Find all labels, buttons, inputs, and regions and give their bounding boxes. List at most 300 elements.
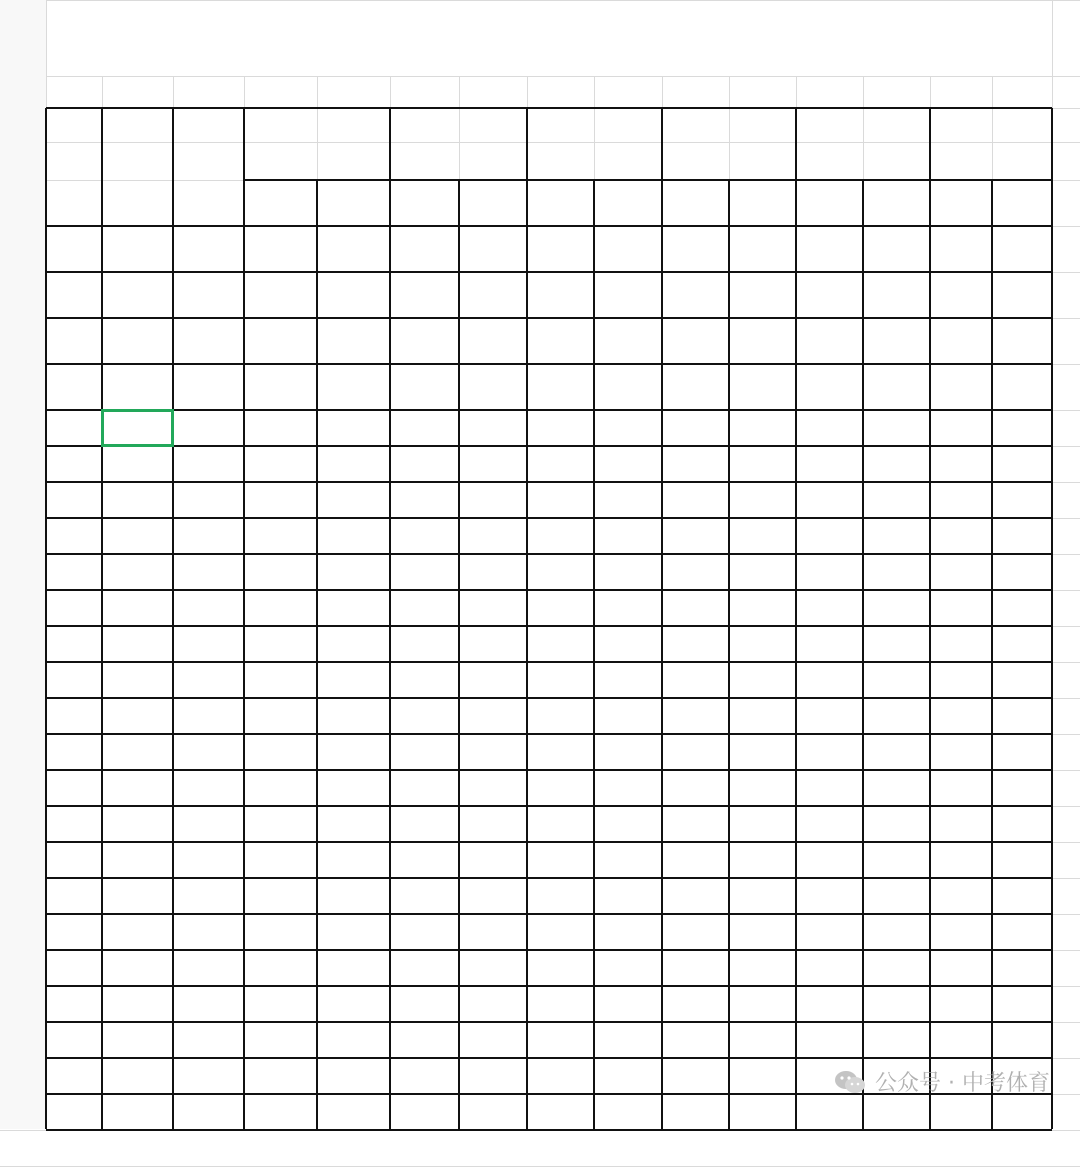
data-cell[interactable]	[46, 950, 102, 986]
data-cell[interactable]	[729, 364, 796, 410]
data-cell[interactable]	[459, 806, 527, 842]
data-cell[interactable]	[390, 364, 459, 410]
data-cell[interactable]	[796, 698, 863, 734]
data-cell[interactable]	[459, 698, 527, 734]
data-cell[interactable]	[46, 554, 102, 590]
data-cell[interactable]	[390, 1058, 459, 1094]
data-cell[interactable]	[863, 518, 930, 554]
data-cell[interactable]	[459, 914, 527, 950]
data-cell[interactable]	[244, 318, 317, 364]
data-cell[interactable]	[729, 1022, 796, 1058]
data-cell[interactable]	[46, 698, 102, 734]
data-cell[interactable]	[317, 986, 390, 1022]
data-cell[interactable]	[527, 364, 594, 410]
data-cell[interactable]	[992, 770, 1052, 806]
data-cell[interactable]	[173, 986, 244, 1022]
data-cell[interactable]	[173, 364, 244, 410]
data-cell[interactable]	[244, 626, 317, 662]
data-cell[interactable]	[863, 554, 930, 590]
data-cell[interactable]	[46, 364, 102, 410]
data-cell[interactable]	[796, 842, 863, 878]
data-cell[interactable]	[992, 554, 1052, 590]
data-cell[interactable]	[662, 878, 729, 914]
data-cell[interactable]	[662, 950, 729, 986]
data-cell[interactable]	[317, 842, 390, 878]
data-cell[interactable]	[930, 446, 992, 482]
data-cell[interactable]	[992, 662, 1052, 698]
data-cell[interactable]	[102, 806, 173, 842]
data-cell[interactable]	[527, 272, 594, 318]
data-cell[interactable]	[527, 770, 594, 806]
data-cell[interactable]	[662, 554, 729, 590]
data-cell[interactable]	[992, 482, 1052, 518]
data-cell[interactable]	[244, 806, 317, 842]
row-number[interactable]	[0, 76, 46, 108]
data-cell[interactable]	[796, 272, 863, 318]
data-cell[interactable]	[930, 318, 992, 364]
data-cell[interactable]	[527, 878, 594, 914]
data-cell[interactable]	[863, 914, 930, 950]
data-cell[interactable]	[173, 410, 244, 446]
data-cell[interactable]	[390, 986, 459, 1022]
data-cell[interactable]	[992, 626, 1052, 662]
data-cell[interactable]	[173, 1022, 244, 1058]
data-cell[interactable]	[102, 842, 173, 878]
data-cell[interactable]	[729, 770, 796, 806]
data-cell[interactable]	[102, 662, 173, 698]
data-cell[interactable]	[527, 446, 594, 482]
data-cell[interactable]	[662, 662, 729, 698]
row-number[interactable]	[0, 554, 46, 590]
data-cell[interactable]	[796, 734, 863, 770]
data-cell[interactable]	[992, 1094, 1052, 1130]
data-cell[interactable]	[244, 1058, 317, 1094]
data-cell[interactable]	[390, 770, 459, 806]
data-cell[interactable]	[244, 950, 317, 986]
data-cell[interactable]	[459, 364, 527, 410]
data-cell[interactable]	[459, 878, 527, 914]
data-cell[interactable]	[662, 698, 729, 734]
data-cell[interactable]	[863, 318, 930, 364]
data-cell[interactable]	[729, 518, 796, 554]
data-cell[interactable]	[863, 226, 930, 272]
data-cell[interactable]	[527, 482, 594, 518]
data-cell[interactable]	[390, 590, 459, 626]
data-cell[interactable]	[244, 734, 317, 770]
data-cell[interactable]	[863, 1094, 930, 1130]
data-cell[interactable]	[173, 272, 244, 318]
row-number[interactable]	[0, 986, 46, 1022]
data-cell[interactable]	[459, 986, 527, 1022]
data-cell[interactable]	[173, 770, 244, 806]
data-cell[interactable]	[173, 318, 244, 364]
data-cell[interactable]	[46, 806, 102, 842]
data-cell[interactable]	[173, 226, 244, 272]
data-cell[interactable]	[46, 878, 102, 914]
data-cell[interactable]	[662, 446, 729, 482]
data-cell[interactable]	[594, 518, 662, 554]
data-cell[interactable]	[729, 482, 796, 518]
row-number[interactable]	[0, 914, 46, 950]
data-cell[interactable]	[459, 318, 527, 364]
data-cell[interactable]	[796, 318, 863, 364]
data-cell[interactable]	[863, 482, 930, 518]
data-cell[interactable]	[594, 410, 662, 446]
data-cell[interactable]	[173, 806, 244, 842]
data-cell[interactable]	[796, 662, 863, 698]
data-cell[interactable]	[459, 226, 527, 272]
data-cell[interactable]	[992, 590, 1052, 626]
row-number[interactable]	[0, 318, 46, 364]
data-cell[interactable]	[527, 1094, 594, 1130]
data-cell[interactable]	[102, 1058, 173, 1094]
data-cell[interactable]	[173, 554, 244, 590]
data-cell[interactable]	[102, 364, 173, 410]
data-cell[interactable]	[459, 590, 527, 626]
data-cell[interactable]	[992, 842, 1052, 878]
data-cell[interactable]	[390, 878, 459, 914]
data-cell[interactable]	[102, 950, 173, 986]
data-cell[interactable]	[729, 914, 796, 950]
data-cell[interactable]	[594, 626, 662, 662]
data-cell[interactable]	[390, 410, 459, 446]
data-cell[interactable]	[527, 226, 594, 272]
data-cell[interactable]	[244, 272, 317, 318]
data-cell[interactable]	[102, 626, 173, 662]
data-cell[interactable]	[173, 842, 244, 878]
data-cell[interactable]	[244, 770, 317, 806]
data-cell[interactable]	[173, 590, 244, 626]
data-cell[interactable]	[992, 914, 1052, 950]
data-cell[interactable]	[46, 626, 102, 662]
data-cell[interactable]	[662, 1022, 729, 1058]
data-cell[interactable]	[46, 318, 102, 364]
data-cell[interactable]	[594, 446, 662, 482]
data-cell[interactable]	[46, 1022, 102, 1058]
data-cell[interactable]	[102, 1094, 173, 1130]
data-cell[interactable]	[46, 914, 102, 950]
data-cell[interactable]	[317, 626, 390, 662]
data-cell[interactable]	[796, 410, 863, 446]
data-cell[interactable]	[729, 318, 796, 364]
data-cell[interactable]	[527, 410, 594, 446]
data-cell[interactable]	[729, 662, 796, 698]
data-cell[interactable]	[594, 1058, 662, 1094]
data-cell[interactable]	[317, 1094, 390, 1130]
data-cell[interactable]	[317, 914, 390, 950]
data-cell[interactable]	[102, 272, 173, 318]
data-cell[interactable]	[863, 734, 930, 770]
data-cell[interactable]	[930, 770, 992, 806]
data-cell[interactable]	[244, 554, 317, 590]
data-cell[interactable]	[173, 698, 244, 734]
row-number[interactable]	[0, 698, 46, 734]
row-number[interactable]	[0, 272, 46, 318]
data-cell[interactable]	[863, 1022, 930, 1058]
data-cell[interactable]	[390, 446, 459, 482]
data-cell[interactable]	[244, 410, 317, 446]
data-cell[interactable]	[244, 364, 317, 410]
data-cell[interactable]	[390, 1022, 459, 1058]
data-cell[interactable]	[662, 626, 729, 662]
data-cell[interactable]	[930, 364, 992, 410]
row-number[interactable]	[0, 0, 46, 76]
data-cell[interactable]	[992, 410, 1052, 446]
data-cell[interactable]	[594, 986, 662, 1022]
data-cell[interactable]	[594, 364, 662, 410]
data-cell[interactable]	[527, 698, 594, 734]
data-cell[interactable]	[390, 554, 459, 590]
data-cell[interactable]	[594, 770, 662, 806]
data-cell[interactable]	[729, 590, 796, 626]
data-cell[interactable]	[46, 662, 102, 698]
data-cell[interactable]	[390, 1094, 459, 1130]
data-cell[interactable]	[863, 410, 930, 446]
data-cell[interactable]	[46, 842, 102, 878]
data-cell[interactable]	[796, 226, 863, 272]
data-cell[interactable]	[796, 626, 863, 662]
data-cell[interactable]	[527, 986, 594, 1022]
data-cell[interactable]	[317, 734, 390, 770]
data-cell[interactable]	[102, 446, 173, 482]
data-cell[interactable]	[173, 446, 244, 482]
data-cell[interactable]	[102, 410, 173, 446]
data-cell[interactable]	[390, 806, 459, 842]
data-cell[interactable]	[863, 806, 930, 842]
data-cell[interactable]	[594, 734, 662, 770]
data-cell[interactable]	[317, 364, 390, 410]
data-cell[interactable]	[992, 272, 1052, 318]
data-cell[interactable]	[173, 626, 244, 662]
data-cell[interactable]	[729, 410, 796, 446]
data-cell[interactable]	[527, 1058, 594, 1094]
data-cell[interactable]	[930, 1094, 992, 1130]
data-cell[interactable]	[390, 482, 459, 518]
data-cell[interactable]	[390, 734, 459, 770]
data-cell[interactable]	[594, 226, 662, 272]
data-cell[interactable]	[729, 734, 796, 770]
data-cell[interactable]	[662, 518, 729, 554]
data-cell[interactable]	[102, 914, 173, 950]
data-cell[interactable]	[662, 482, 729, 518]
data-cell[interactable]	[863, 950, 930, 986]
data-cell[interactable]	[662, 272, 729, 318]
row-number[interactable]	[0, 226, 46, 272]
data-cell[interactable]	[796, 986, 863, 1022]
data-cell[interactable]	[46, 518, 102, 554]
data-cell[interactable]	[317, 446, 390, 482]
data-cell[interactable]	[796, 554, 863, 590]
data-cell[interactable]	[992, 878, 1052, 914]
data-cell[interactable]	[662, 770, 729, 806]
data-cell[interactable]	[459, 554, 527, 590]
data-cell[interactable]	[46, 1058, 102, 1094]
data-cell[interactable]	[244, 698, 317, 734]
data-cell[interactable]	[173, 662, 244, 698]
data-cell[interactable]	[796, 770, 863, 806]
data-cell[interactable]	[102, 518, 173, 554]
data-cell[interactable]	[930, 734, 992, 770]
data-cell[interactable]	[992, 518, 1052, 554]
data-cell[interactable]	[102, 590, 173, 626]
data-cell[interactable]	[317, 318, 390, 364]
row-number[interactable]	[0, 180, 46, 226]
data-cell[interactable]	[992, 950, 1052, 986]
data-cell[interactable]	[102, 878, 173, 914]
data-cell[interactable]	[102, 1022, 173, 1058]
data-cell[interactable]	[390, 914, 459, 950]
data-cell[interactable]	[930, 410, 992, 446]
row-number[interactable]	[0, 770, 46, 806]
row-number[interactable]	[0, 1022, 46, 1058]
data-cell[interactable]	[459, 842, 527, 878]
data-cell[interactable]	[102, 482, 173, 518]
data-cell[interactable]	[173, 1094, 244, 1130]
data-cell[interactable]	[173, 482, 244, 518]
data-cell[interactable]	[46, 590, 102, 626]
data-cell[interactable]	[173, 950, 244, 986]
data-cell[interactable]	[729, 986, 796, 1022]
data-cell[interactable]	[930, 806, 992, 842]
data-cell[interactable]	[992, 986, 1052, 1022]
data-cell[interactable]	[46, 734, 102, 770]
data-cell[interactable]	[796, 950, 863, 986]
data-cell[interactable]	[863, 272, 930, 318]
data-cell[interactable]	[244, 1022, 317, 1058]
data-cell[interactable]	[729, 554, 796, 590]
data-cell[interactable]	[930, 554, 992, 590]
data-cell[interactable]	[390, 626, 459, 662]
data-cell[interactable]	[317, 1058, 390, 1094]
data-cell[interactable]	[317, 518, 390, 554]
row-number[interactable]	[0, 626, 46, 662]
data-cell[interactable]	[863, 842, 930, 878]
data-cell[interactable]	[594, 662, 662, 698]
data-cell[interactable]	[594, 1094, 662, 1130]
data-cell[interactable]	[317, 662, 390, 698]
data-cell[interactable]	[317, 272, 390, 318]
data-cell[interactable]	[662, 1058, 729, 1094]
data-cell[interactable]	[729, 698, 796, 734]
data-cell[interactable]	[527, 950, 594, 986]
data-cell[interactable]	[390, 950, 459, 986]
data-cell[interactable]	[863, 446, 930, 482]
data-cell[interactable]	[796, 590, 863, 626]
data-cell[interactable]	[527, 626, 594, 662]
data-cell[interactable]	[729, 842, 796, 878]
data-cell[interactable]	[662, 364, 729, 410]
row-number[interactable]	[0, 950, 46, 986]
data-cell[interactable]	[930, 518, 992, 554]
data-cell[interactable]	[102, 986, 173, 1022]
data-cell[interactable]	[102, 734, 173, 770]
data-cell[interactable]	[796, 446, 863, 482]
data-cell[interactable]	[930, 272, 992, 318]
data-cell[interactable]	[729, 1058, 796, 1094]
data-cell[interactable]	[729, 272, 796, 318]
data-cell[interactable]	[729, 950, 796, 986]
data-cell[interactable]	[317, 950, 390, 986]
data-cell[interactable]	[662, 1094, 729, 1130]
data-cell[interactable]	[527, 518, 594, 554]
data-cell[interactable]	[244, 590, 317, 626]
data-cell[interactable]	[317, 590, 390, 626]
data-cell[interactable]	[173, 518, 244, 554]
data-cell[interactable]	[930, 986, 992, 1022]
data-cell[interactable]	[317, 482, 390, 518]
data-cell[interactable]	[992, 1022, 1052, 1058]
data-cell[interactable]	[796, 878, 863, 914]
row-number[interactable]	[0, 364, 46, 410]
data-cell[interactable]	[244, 662, 317, 698]
data-cell[interactable]	[930, 662, 992, 698]
data-cell[interactable]	[662, 410, 729, 446]
row-number[interactable]	[0, 842, 46, 878]
data-cell[interactable]	[459, 734, 527, 770]
data-cell[interactable]	[796, 806, 863, 842]
data-cell[interactable]	[930, 1022, 992, 1058]
data-cell[interactable]	[46, 770, 102, 806]
row-number[interactable]	[0, 1058, 46, 1094]
data-cell[interactable]	[527, 1022, 594, 1058]
data-cell[interactable]	[930, 626, 992, 662]
data-cell[interactable]	[863, 770, 930, 806]
data-cell[interactable]	[459, 1058, 527, 1094]
data-cell[interactable]	[102, 226, 173, 272]
data-cell[interactable]	[863, 986, 930, 1022]
data-cell[interactable]	[46, 1094, 102, 1130]
row-number[interactable]	[0, 734, 46, 770]
data-cell[interactable]	[796, 1022, 863, 1058]
data-cell[interactable]	[527, 842, 594, 878]
row-number[interactable]	[0, 806, 46, 842]
data-cell[interactable]	[102, 318, 173, 364]
data-cell[interactable]	[796, 364, 863, 410]
data-cell[interactable]	[317, 770, 390, 806]
data-cell[interactable]	[863, 364, 930, 410]
data-cell[interactable]	[317, 410, 390, 446]
data-cell[interactable]	[594, 272, 662, 318]
data-cell[interactable]	[244, 482, 317, 518]
data-cell[interactable]	[46, 410, 102, 446]
data-cell[interactable]	[930, 698, 992, 734]
data-cell[interactable]	[729, 626, 796, 662]
data-cell[interactable]	[173, 914, 244, 950]
data-cell[interactable]	[527, 590, 594, 626]
data-cell[interactable]	[527, 318, 594, 364]
data-cell[interactable]	[662, 806, 729, 842]
data-cell[interactable]	[729, 1094, 796, 1130]
data-cell[interactable]	[527, 914, 594, 950]
data-cell[interactable]	[930, 950, 992, 986]
data-cell[interactable]	[244, 842, 317, 878]
data-cell[interactable]	[390, 226, 459, 272]
row-number[interactable]	[0, 662, 46, 698]
data-cell[interactable]	[102, 698, 173, 734]
data-cell[interactable]	[244, 878, 317, 914]
data-cell[interactable]	[992, 318, 1052, 364]
data-cell[interactable]	[992, 806, 1052, 842]
data-cell[interactable]	[317, 1022, 390, 1058]
data-cell[interactable]	[459, 662, 527, 698]
data-cell[interactable]	[662, 986, 729, 1022]
row-number[interactable]	[0, 518, 46, 554]
data-cell[interactable]	[594, 914, 662, 950]
data-cell[interactable]	[527, 662, 594, 698]
data-cell[interactable]	[390, 842, 459, 878]
data-cell[interactable]	[244, 226, 317, 272]
data-cell[interactable]	[662, 734, 729, 770]
